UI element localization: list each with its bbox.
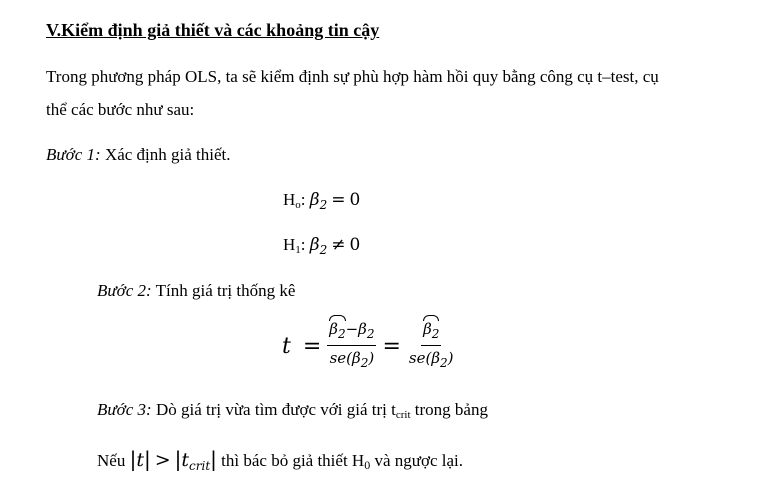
h0-relation: = (331, 190, 346, 210)
step-1 (46, 145, 231, 165)
h0-colon: : (300, 190, 310, 209)
minus-beta-2-subscript: 2 (366, 327, 375, 341)
h1-colon: : (300, 235, 310, 254)
fraction-1-denominator: $se(\beta_2)$ (329, 349, 375, 370)
h0-label: H (283, 190, 296, 209)
h1-subscript: 1 (295, 244, 301, 256)
fraction-2-denominator: $se(\beta_2)$ (408, 349, 454, 370)
h0-beta: β (309, 190, 320, 210)
h0-beta-subscript: 2 (319, 198, 328, 212)
step-3-crit-subscript: crit (395, 409, 411, 421)
formula-equals-2: = (382, 333, 401, 359)
h0-subscript: o (295, 199, 301, 211)
h1-value: 0 (349, 235, 361, 255)
rule-tcrit-subscript: crit (189, 459, 211, 473)
t-statistic-formula (282, 318, 456, 374)
rule-greater-than: > (154, 449, 171, 471)
step-2-text: Tính giá trị thống kê (151, 281, 296, 300)
step-3-text-end: trong bảng (410, 400, 488, 419)
rule-h-subscript: 0 (364, 458, 371, 472)
step-2 (97, 281, 295, 301)
fraction-1 (327, 319, 376, 373)
step-3-text: Dò giá trị vừa tìm được với giá trị t (151, 400, 396, 419)
abs-bar-close-1: | (143, 447, 151, 471)
step-2-label: Bước 2: (97, 281, 152, 300)
h1-beta-subscript: 2 (319, 243, 328, 257)
intro-paragraph-line-1: Trong phương pháp OLS, ta sẽ kiểm định sự phù hợp hàm hồi quy bằng công cụ t–test, cụ (46, 67, 659, 86)
h1-relation: ≠ (331, 235, 346, 255)
formula-equals-1: = (302, 333, 322, 359)
abs-bar-close-2: | (210, 447, 217, 471)
null-hypothesis (283, 190, 360, 215)
fraction-2-numerator (421, 319, 441, 346)
step-3 (97, 400, 488, 425)
beta-hat-2: $\beta_2$ (423, 319, 439, 344)
h1-label: H (283, 235, 296, 254)
abs-bar-open-2: | (174, 447, 182, 471)
section-heading: V.Kiểm định giả thiết và các khoảng tin cậy (46, 20, 380, 40)
fraction-2 (407, 319, 456, 373)
step-1-text: Xác định giả thiết. (100, 145, 231, 164)
alternative-hypothesis (283, 235, 360, 260)
rule-suffix: và ngược lại. (370, 451, 464, 470)
rule-prefix: Nếu (97, 451, 130, 470)
decision-rule (97, 449, 463, 476)
abs-bar-open-1: | (129, 447, 137, 471)
rule-tcrit: t (181, 449, 190, 471)
h0-value: 0 (349, 190, 361, 210)
rule-middle: thì bác bỏ giả thiết H (216, 451, 365, 470)
beta-hat-1: $\beta_2$ (329, 319, 345, 344)
formula-t: t (282, 333, 291, 359)
minus-beta-2: −β (345, 320, 367, 338)
step-1-label: Bước 1: (46, 145, 101, 164)
step-3-label: Bước 3: (97, 400, 152, 419)
rule-t: t (136, 449, 144, 471)
h1-beta: β (309, 235, 320, 255)
intro-paragraph-line-2: thể các bước như sau: (46, 100, 195, 119)
fraction-1-numerator (327, 319, 376, 346)
